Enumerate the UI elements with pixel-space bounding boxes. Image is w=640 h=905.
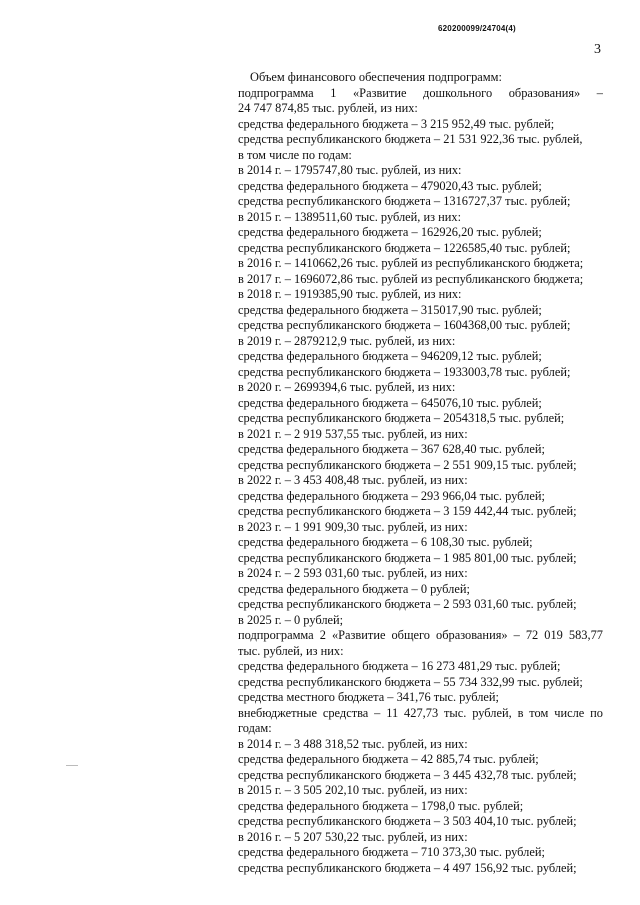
text-line: в том числе по годам:: [238, 147, 352, 162]
text-line: средства республиканского бюджета – 21 531 922,36 тыс. рублей,: [238, 132, 583, 146]
text-line: средства федерального бюджета – 16 273 481,29 тыс. рублей;: [238, 659, 561, 673]
margin-mark: [66, 765, 78, 766]
text-line: подпрограмма 2 «Развитие общего образования» – 72 019 583,77: [238, 628, 603, 642]
text-line: годам:: [238, 721, 272, 735]
funding-text-block: [238, 70, 603, 876]
text-line: средства федерального бюджета – 479020,43 тыс. рублей;: [238, 178, 542, 193]
text-line: средства республиканского бюджета – 1933003,78 тыс. рублей;: [238, 364, 571, 379]
text-line: средства республиканского бюджета – 2 593 031,60 тыс. рублей;: [238, 597, 577, 611]
text-line: 24 747 874,85 тыс. рублей, из них:: [238, 101, 418, 115]
text-line: в 2024 г. – 2 593 031,60 тыс. рублей, из них:: [238, 566, 468, 580]
text-line: в 2017 г. – 1696072,86 тыс. рублей из республиканского бюджета;: [238, 271, 584, 286]
text-line: средства федерального бюджета – 946209,12 тыс. рублей;: [238, 349, 542, 363]
text-line: в 2018 г. – 1919385,90 тыс. рублей, из них:: [238, 287, 462, 301]
text-line: средства федерального бюджета – 645076,10 тыс. рублей;: [238, 395, 542, 410]
text-line: средства республиканского бюджета – 3 503 404,10 тыс. рублей;: [238, 814, 577, 828]
text-line: средства республиканского бюджета – 1316727,37 тыс. рублей;: [238, 194, 571, 208]
text-line: в 2020 г. – 2699394,6 тыс. рублей, из них:: [238, 380, 456, 394]
text-line: в 2021 г. – 2 919 537,55 тыс. рублей, из них:: [238, 426, 468, 441]
text-line: в 2022 г. – 3 453 408,48 тыс. рублей, из них:: [238, 473, 468, 487]
text-line: средства федерального бюджета – 293 966,04 тыс. рублей;: [238, 488, 545, 503]
text-line: в 2019 г. – 2879212,9 тыс. рублей, из них:: [238, 333, 456, 348]
text-line: средства федерального бюджета – 710 373,30 тыс. рублей;: [238, 845, 545, 859]
text-line: средства республиканского бюджета – 4 497 156,92 тыс. рублей;: [238, 860, 577, 875]
text-line: средства республиканского бюджета – 3 159 442,44 тыс. рублей;: [238, 504, 577, 518]
text-line: средства федерального бюджета – 6 108,30 тыс. рублей;: [238, 535, 533, 549]
text-line: средства федерального бюджета – 367 628,40 тыс. рублей;: [238, 442, 545, 456]
text-line: средства республиканского бюджета – 1 985 801,00 тыс. рублей;: [238, 550, 577, 565]
text-line: в 2015 г. – 3 505 202,10 тыс. рублей, из них:: [238, 783, 468, 797]
text-line: в 2014 г. – 1795747,80 тыс. рублей, из них:: [238, 163, 462, 177]
text-line: средства федерального бюджета – 42 885,74 тыс. рублей;: [238, 752, 539, 766]
text-line: средства республиканского бюджета – 1226585,40 тыс. рублей;: [238, 240, 571, 255]
text-line: средства федерального бюджета – 3 215 952,49 тыс. рублей;: [238, 116, 555, 131]
text-line: средства местного бюджета – 341,76 тыс. рублей;: [238, 690, 500, 704]
document-registration-code: 620200099/24704(4): [438, 24, 516, 33]
text-line: в 2025 г. – 0 рублей;: [238, 612, 344, 627]
text-line: в 2014 г. – 3 488 318,52 тыс. рублей, из них:: [238, 736, 468, 751]
text-line: Объем финансового обеспечения подпрограмм:: [250, 70, 502, 84]
text-line: в 2016 г. – 5 207 530,22 тыс. рублей, из них:: [238, 829, 468, 844]
text-line: средства республиканского бюджета – 1604368,00 тыс. рублей;: [238, 318, 571, 332]
text-line: подпрограмма 1 «Развитие дошкольного образования» –: [238, 85, 603, 100]
text-line: средства республиканского бюджета – 2054318,5 тыс. рублей;: [238, 411, 565, 425]
text-line: средства федерального бюджета – 315017,90 тыс. рублей;: [238, 302, 542, 317]
text-line: средства федерального бюджета – 0 рублей;: [238, 581, 470, 596]
text-line: в 2016 г. – 1410662,26 тыс. рублей из республиканского бюджета;: [238, 256, 584, 270]
text-line: тыс. рублей, из них:: [238, 643, 344, 658]
text-line: внебюджетные средства – 11 427,73 тыс. рублей, в том числе по: [238, 705, 603, 720]
text-line: средства федерального бюджета – 162926,20 тыс. рублей;: [238, 225, 542, 239]
text-line: средства республиканского бюджета – 3 445 432,78 тыс. рублей;: [238, 767, 577, 782]
text-line: в 2023 г. – 1 991 909,30 тыс. рублей, из них:: [238, 519, 468, 534]
text-line: средства республиканского бюджета – 55 734 332,99 тыс. рублей;: [238, 674, 583, 689]
text-line: средства республиканского бюджета – 2 551 909,15 тыс. рублей;: [238, 457, 577, 472]
text-line: в 2015 г. – 1389511,60 тыс. рублей, из них:: [238, 209, 462, 224]
page-number: 3: [594, 42, 601, 57]
text-line: средства федерального бюджета – 1798,0 тыс. рублей;: [238, 798, 524, 813]
